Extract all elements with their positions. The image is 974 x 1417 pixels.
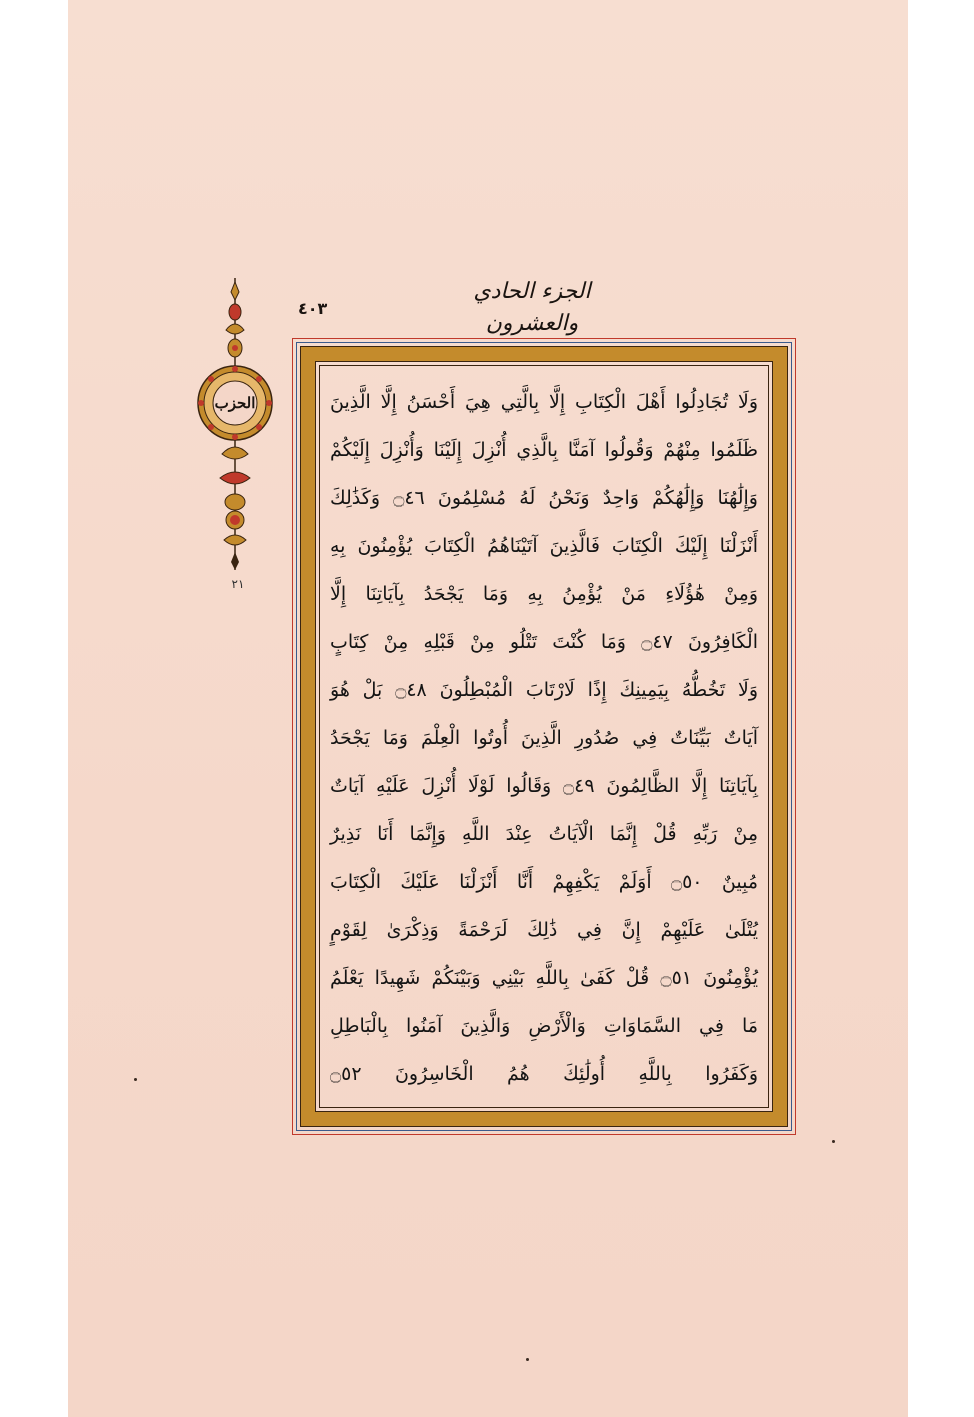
text-line: الْكَافِرُونَ ۝٤٧ وَمَا كُنْتَ تَتْلُو مِنْ قَبْلِهِ مِنْ كِتَابٍ — [330, 631, 758, 653]
medallion-label: الحزب — [214, 394, 256, 412]
paper-speck — [832, 1140, 835, 1143]
juz-title: الجزء الحادي والعشرون — [473, 279, 591, 336]
text-line: يُؤْمِنُونَ ۝٥١ قُلْ كَفَىٰ بِاللَّهِ بَيْنِي وَبَيْنَكُمْ شَهِيدًا يَعْلَمُ — [330, 967, 759, 989]
paper-speck — [526, 1358, 529, 1361]
scan-margin-left — [0, 0, 68, 1417]
text-line: مِنْ رَبِّهِ قُلْ إِنَّمَا الْآيَاتُ عِنْدَ اللَّهِ وَإِنَّمَا أَنَا نَذِيرٌ — [330, 823, 758, 845]
paper-speck — [134, 1078, 137, 1081]
text-line: مَا فِي السَّمَاوَاتِ وَالْأَرْضِ وَالَّذِينَ آمَنُوا بِالْبَاطِلِ — [330, 1015, 758, 1037]
text-line: يُتْلَىٰ عَلَيْهِمْ إِنَّ فِي ذَٰلِكَ لَرَحْمَةً وَذِكْرَىٰ لِقَوْمٍ — [330, 919, 758, 941]
margin-verse-count: ٢١ — [231, 577, 245, 591]
text-line: وَمِنْ هَٰؤُلَاءِ مَنْ يُؤْمِنُ بِهِ وَمَا يَجْحَدُ بِآيَاتِنَا إِلَّا — [330, 583, 758, 605]
finial-bottom-icon — [216, 440, 254, 570]
scan-margin-right — [908, 0, 974, 1417]
text-line: مُبِينٌ ۝٥٠ أَوَلَمْ يَكْفِهِمْ أَنَّا أَنْزَلْنَا عَلَيْكَ الْكِتَابَ — [330, 871, 758, 893]
text-line: وَلَا تُجَادِلُوا أَهْلَ الْكِتَابِ إِلَّا بِالَّتِي هِيَ أَحْسَنُ إِلَّا الَّذِينَ — [330, 391, 758, 413]
text-line: أَنْزَلْنَا إِلَيْكَ الْكِتَابَ فَالَّذِينَ آتَيْنَاهُمُ الْكِتَابَ يُؤْمِنُونَ بِهِ — [330, 535, 758, 557]
quran-text-block — [322, 378, 766, 1098]
text-line: وَلَا تَخُطُّهُ بِيَمِينِكَ إِذًا لَارْتَابَ الْمُبْطِلُونَ ۝٤٨ بَلْ هُوَ — [330, 679, 758, 701]
page-number: ٤٠٣ — [298, 299, 328, 318]
text-line: بِآيَاتِنَا إِلَّا الظَّالِمُونَ ۝٤٩ وَقَالُوا لَوْلَا أُنْزِلَ عَلَيْهِ آيَاتٌ — [330, 775, 758, 797]
text-line: ظَلَمُوا مِنْهُمْ وَقُولُوا آمَنَّا بِالَّذِي أُنْزِلَ إِلَيْنَا وَأُنْزِلَ إِلَيْكُمْ — [330, 439, 758, 461]
finial-top-icon — [222, 278, 248, 368]
text-line: آيَاتٌ بَيِّنَاتٌ فِي صُدُورِ الَّذِينَ أُوتُوا الْعِلْمَ وَمَا يَجْحَدُ — [330, 727, 758, 749]
text-line: وَكَفَرُوا بِاللَّهِ أُولَٰئِكَ هُمُ الْخَاسِرُونَ ۝٥٢ — [330, 1063, 758, 1085]
text-line: وَإِلَٰهُنَا وَإِلَٰهُكُمْ وَاحِدٌ وَنَحْنُ لَهُ مُسْلِمُونَ ۝٤٦ وَكَذَٰلِكَ — [330, 487, 758, 509]
